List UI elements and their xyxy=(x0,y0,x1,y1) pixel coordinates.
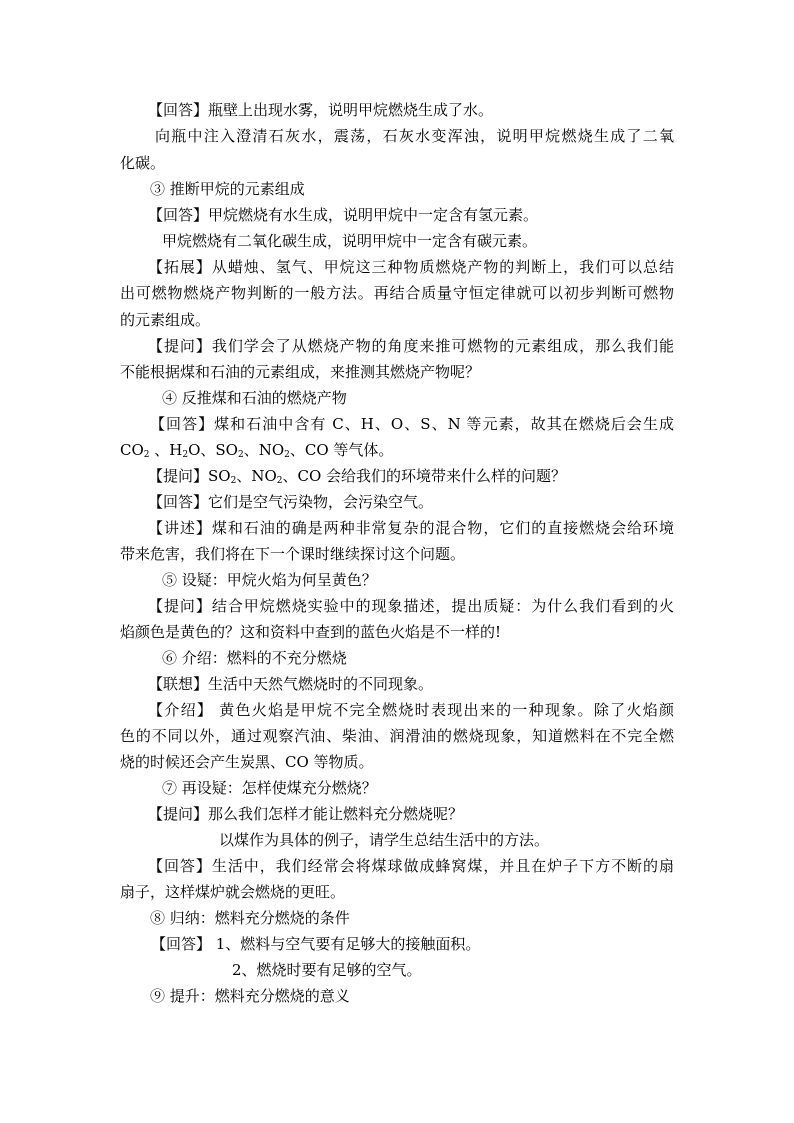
paragraph-line: 焰颜色是黄色的？这和资料中查到的蓝色火焰是不一样的! xyxy=(120,623,502,641)
paragraph-line: 【提问】我们学会了从燃烧产物的角度来推可燃物的元素组成，那么我们能 xyxy=(148,337,674,355)
paragraph-line: 带来危害，我们将在下一个课时继续探讨这个问题。 xyxy=(120,545,466,563)
paragraph-line: 【提问】那么我们怎样才能让燃料充分燃烧呢？ xyxy=(148,805,464,823)
paragraph-line: 向瓶中注入澄清石灰水，震荡，石灰水变浑浊，说明甲烷燃烧生成了二氧 xyxy=(155,127,674,145)
paragraph-line: 【回答】瓶壁上出现水雾，说明甲烷燃烧生成了水。 xyxy=(148,101,494,119)
subscript: 2 xyxy=(143,450,150,460)
section-heading: ④ 反推煤和石油的燃烧产物 xyxy=(162,389,347,407)
paragraph-line: 【联想】生活中天然气燃烧时的不同现象。 xyxy=(148,675,434,693)
subscript: 2 xyxy=(284,450,290,460)
paragraph-line: 以煤作为具体的例子，请学生总结生活中的方法。 xyxy=(219,831,550,849)
paragraph-line: 出可燃物燃烧产物判断的一般方法。再结合质量守恒定律就可以初步判断可燃物 xyxy=(120,284,674,302)
section-heading: ⑨ 提升：燃料充分燃烧的意义 xyxy=(150,987,350,1005)
line-text: 、NO xyxy=(236,467,277,485)
section-heading: ⑤ 设疑：甲烷火焰为何呈黄色？ xyxy=(162,571,377,589)
subscript: 2 xyxy=(237,450,244,460)
line-text: 【提问】SO xyxy=(148,467,231,485)
section-heading: ⑦ 再设疑：怎样使煤充分燃烧？ xyxy=(162,779,377,797)
paragraph-line: 【回答】煤和石油中含有 C、H、O、S、N 等元素，故其在燃烧后会生成 xyxy=(150,415,674,433)
section-heading: ⑧ 归纳：燃料充分燃烧的条件 xyxy=(150,909,350,927)
formula-h2o: 、H xyxy=(149,441,183,459)
subscript: 2 xyxy=(182,450,189,460)
paragraph-line: 烧的时候还会产生炭黑、CO 等物质。 xyxy=(120,753,374,771)
section-heading: ⑥ 介绍：燃料的不充分燃烧 xyxy=(162,649,347,667)
paragraph-line: 【拓展】从蜡烛、氢气、甲烷这三种物质燃烧产物的判断上，我们可以总结 xyxy=(148,258,674,276)
paragraph-line: 【回答】 1、燃料与空气要有足够大的接触面积。 xyxy=(151,935,481,953)
paragraph-line: 化碳。 xyxy=(120,154,166,172)
paragraph-line: 2、燃烧时要有足够的空气。 xyxy=(232,961,422,979)
paragraph-line: 色的不同以外，通过观察汽油、柴油、润滑油的燃烧现象，知道燃料在不完全燃 xyxy=(120,727,674,745)
paragraph-line: 【回答】生活中，我们经常会将煤球做成蜂窝煤，并且在炉子下方不断的扇 xyxy=(148,857,674,875)
paragraph-line: 【回答】它们是空气污染物，会污染空气。 xyxy=(148,493,434,511)
paragraph-line: 【讲述】煤和石油的确是两种非常复杂的混合物，它们的直接燃烧会给环境 xyxy=(148,519,674,537)
paragraph-line: 不能根据煤和石油的元素组成，来推测其燃烧产物呢？ xyxy=(120,363,481,381)
paragraph-line: 的元素组成。 xyxy=(120,311,211,329)
formula-no2: 、NO xyxy=(243,441,285,459)
paragraph-line: 扇子，这样煤炉就会燃烧的更旺。 xyxy=(120,883,346,901)
section-heading: ③ 推断甲烷的元素组成 xyxy=(150,180,305,198)
paragraph-line: 【介绍】 黄色火焰是甲烷不完全燃烧时表现出来的一种现象。除了火焰颜 xyxy=(148,701,674,719)
line-text: 、CO 等气体。 xyxy=(289,441,394,459)
line-text: 、CO 会给我们的环境带来什么样的问题？ xyxy=(282,467,567,485)
paragraph-line: 甲烷燃烧有二氧化碳生成，说明甲烷中一定含有碳元素。 xyxy=(162,232,538,250)
subscript: 2 xyxy=(230,476,237,486)
formula-co2: CO xyxy=(120,441,144,459)
paragraph-line xyxy=(148,467,566,490)
paragraph-line xyxy=(120,441,393,464)
paragraph-line: 【回答】甲烷燃烧有水生成，说明甲烷中一定含有氢元素。 xyxy=(148,206,539,224)
formula-so2: O、SO xyxy=(188,441,238,459)
paragraph-line: 【提问】结合甲烷燃烧实验中的现象描述，提出质疑：为什么我们看到的火 xyxy=(148,597,674,615)
subscript: 2 xyxy=(276,476,283,486)
